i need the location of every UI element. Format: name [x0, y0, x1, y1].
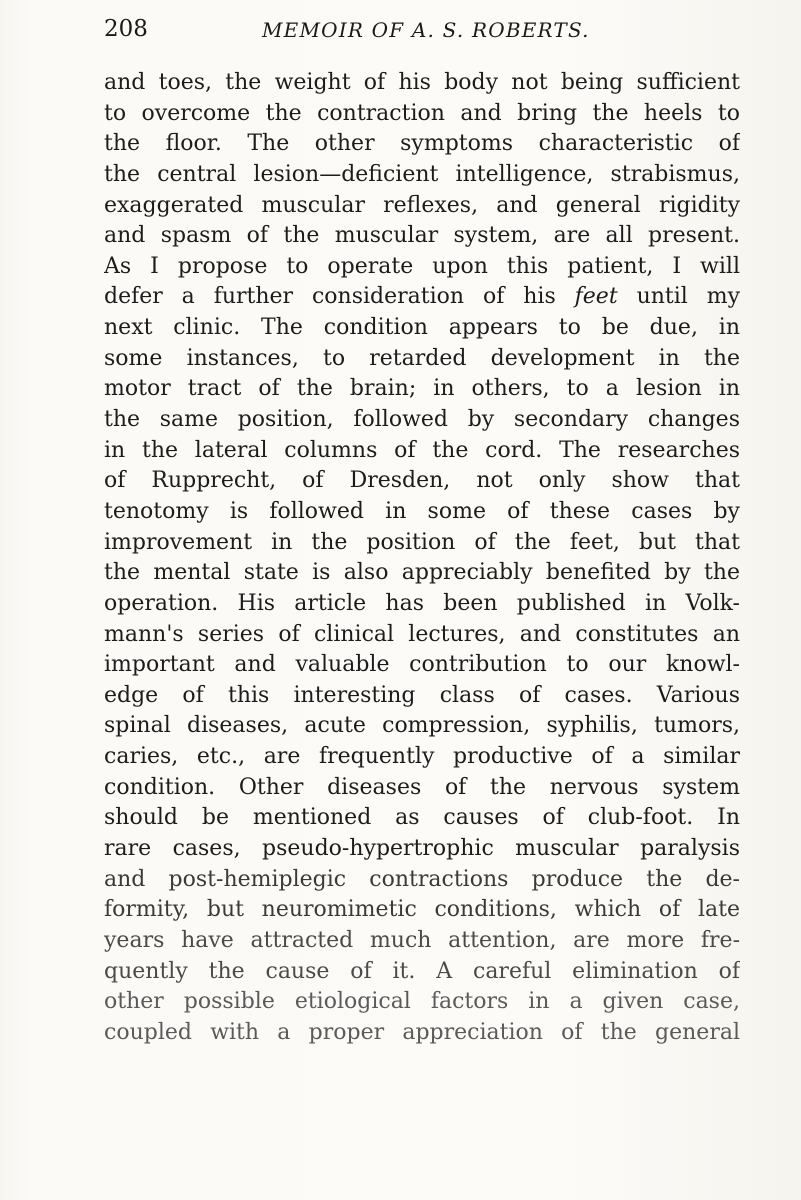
text-line: and post-hemiplegic contractions produce the de- — [104, 866, 740, 892]
text-line: condition. Other diseases of the nervous system — [104, 774, 740, 800]
text-line: in the lateral columns of the cord. The researches — [104, 437, 740, 463]
text-line: exaggerated muscular reflexes, and general rigidity — [104, 192, 740, 218]
text-line: spinal diseases, acute compression, syphilis, tumors, — [104, 713, 740, 739]
text-line: to overcome the contraction and bring the heels to — [104, 100, 740, 126]
text-line: the mental state is also appreciably benefited by the — [104, 560, 740, 586]
text-line: the central lesion—deficient intelligence, strabismus, — [104, 161, 740, 187]
running-head: MEMOIR OF A. S. ROBERTS. — [262, 18, 590, 42]
text-line: important and valuable contribution to our knowl- — [104, 652, 740, 678]
text-line: tenotomy is followed in some of these cases by — [104, 498, 740, 524]
text-line: of Rupprecht, of Dresden, not only show that — [104, 468, 740, 494]
text-line: other possible etiological factors in a given case, — [104, 989, 740, 1015]
text-line: improvement in the position of the feet, but that — [104, 529, 740, 555]
text-line: next clinic. The condition appears to be due, in — [104, 315, 740, 341]
text-segment: defer a further consideration of his — [104, 284, 575, 310]
text-line: coupled with a proper appreciation of the general — [104, 1019, 740, 1045]
text-line-with-italic — [104, 282, 740, 313]
text-line: rare cases, pseudo-hypertrophic muscular paralysis — [104, 836, 740, 862]
text-line: As I propose to operate upon this patient, I will — [104, 253, 740, 279]
text-line: should be mentioned as causes of club-foot. In — [104, 805, 740, 831]
page-number: 208 — [104, 16, 148, 42]
text-line: and toes, the weight of his body not being sufficient — [104, 70, 740, 95]
text-line: caries, etc., are frequently productive of a similar — [104, 744, 740, 770]
text-line: and spasm of the muscular system, are all present. — [104, 223, 740, 249]
text-line: quently the cause of it. A careful elimination of — [104, 958, 740, 984]
body-text — [104, 68, 740, 1049]
text-line: years have attracted much attention, are more fre- — [104, 927, 740, 953]
text-line: mann's series of clinical lectures, and constitutes an — [104, 621, 740, 647]
text-line: the same position, followed by secondary changes — [104, 407, 740, 433]
text-segment: until my — [617, 284, 740, 310]
text-line: operation. His article has been published in Volk- — [104, 590, 740, 616]
text-line: motor tract of the brain; in others, to a lesion in — [104, 376, 740, 402]
text-line: the floor. The other symptoms characteristic of — [104, 131, 740, 157]
italic-word: feet — [574, 284, 618, 310]
text-line: edge of this interesting class of cases. Various — [104, 682, 740, 708]
text-line: some instances, to retarded development in the — [104, 345, 740, 371]
text-line: formity, but neuromimetic conditions, which of late — [104, 897, 740, 923]
